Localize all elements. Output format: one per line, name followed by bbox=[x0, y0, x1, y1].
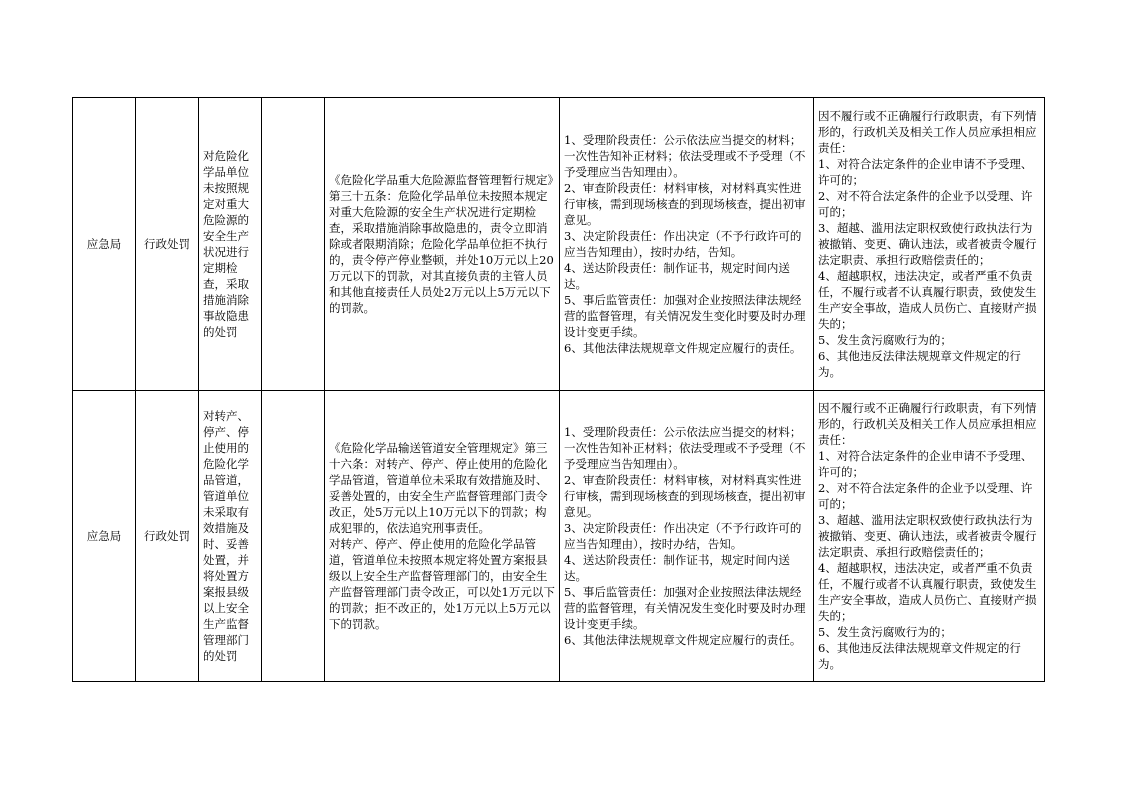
table-row bbox=[73, 391, 1045, 682]
accountability-line: 因不履行或不正确履行行政职责，有下列情形的，行政机关及相关工作人员应承担相应责任： bbox=[818, 401, 1037, 447]
accountability-line: 3、超越、滥用法定职权致使行政执法行为被撤销、变更、确认违法，或者被责令履行法定职责、承担行政赔偿责任的； bbox=[818, 221, 1037, 267]
item-name-cell: 对转产、停产、停止使用的危险化学品管道，管道单位未采取有效措施及时、妥善处置，并将处置方案报县级以上安全生产监督管理部门的处罚 bbox=[199, 391, 262, 682]
responsibility-line: 6、其他法律法规规章文件规定应履行的责任。 bbox=[564, 633, 802, 647]
sub-item-cell bbox=[262, 98, 325, 391]
legal-basis-text: 《危险化学品输送管道安全管理规定》第三十六条：对转产、停产、停止使用的危险化学品管道，管道单位未采取有效措施及时、妥善处置的，由安全生产监督管理部门责令改正，处5万元以上10万元以下的罚款；构成犯罪的，依法追究刑事责任。 对转产、停产、停止使用的危险化学品管道，管道单位未按照本规定将处置方案报县级以上安全生产监督管理部门的，由安全生产监督管理部门责令改正，可以处1万元以下的罚款；拒不改正的，处1万元以上5万元以下的罚款。 bbox=[329, 441, 555, 631]
accountability-line: 4、超越职权，违法决定，或者严重不负责任，不履行或者不认真履行职责，致使发生生产安全事故，造成人员伤亡、直接财产损失的； bbox=[818, 561, 1037, 623]
legal-basis-cell bbox=[325, 391, 560, 682]
accountability-line: 4、超越职权，违法决定，或者严重不负责任，不履行或者不认真履行职责，致使发生生产安全事故，造成人员伤亡、直接财产损失的； bbox=[818, 269, 1037, 331]
responsibility-line: 6、其他法律法规规章文件规定应履行的责任。 bbox=[564, 341, 802, 355]
responsibility-line: 4、送达阶段责任：制作证书，规定时间内送达。 bbox=[564, 261, 790, 291]
accountability-line: 1、对符合法定条件的企业申请不予受理、许可的； bbox=[818, 449, 1033, 479]
responsibility-line: 4、送达阶段责任：制作证书，规定时间内送达。 bbox=[564, 553, 790, 583]
accountability-line: 1、对符合法定条件的企业申请不予受理、许可的； bbox=[818, 157, 1033, 187]
responsibility-line: 3、决定阶段责任：作出决定（不予行政许可的应当告知理由），按时办结，告知。 bbox=[564, 521, 802, 551]
department-cell: 应急局 bbox=[73, 98, 136, 391]
legal-basis-cell: 《危险化学品重大危险源监督管理暂行规定》第三十五条：危险化学品单位未按照本规定对重大危险源的安全生产状况进行定期检查，采取措施消除事故隐患的，责令立即消除或者限期消除；危险化学品单位拒不执行的，责令停产停业整顿，并处10万元以上20万元以下的罚款，对其直接负责的主管人员和其他直接责任人员处2万元以上5万元以下的罚款。 bbox=[325, 98, 560, 391]
responsibility-cell bbox=[560, 98, 814, 391]
table-row bbox=[73, 98, 1045, 391]
responsibility-line: 2、审查阶段责任：材料审核，对材料真实性进行审核，需到现场核查的到现场核查，提出初审意见。 bbox=[564, 473, 806, 519]
accountability-line: 6、其他违反法律法规规章文件规定的行为。 bbox=[818, 641, 1021, 671]
accountability-line: 因不履行或不正确履行行政职责，有下列情形的，行政机关及相关工作人员应承担相应责任： bbox=[818, 109, 1037, 155]
accountability-line: 6、其他违反法律法规规章文件规定的行为。 bbox=[818, 349, 1021, 379]
category-cell: 行政处罚 bbox=[136, 98, 199, 391]
responsibility-line: 2、审查阶段责任：材料审核，对材料真实性进行审核，需到现场核查的到现场核查，提出初审意见。 bbox=[564, 181, 806, 227]
accountability-line: 5、发生贪污腐败行为的； bbox=[818, 625, 952, 639]
responsibility-line: 1、受理阶段责任：公示依法应当提交的材料；一次性告知补正材料；依法受理或不予受理（不予受理应当告知理由）。 bbox=[564, 425, 806, 471]
accountability-line: 2、对不符合法定条件的企业予以受理、许可的； bbox=[818, 481, 1033, 511]
responsibility-line: 1、受理阶段责任：公示依法应当提交的材料；一次性告知补正材料；依法受理或不予受理（不予受理应当告知理由）。 bbox=[564, 133, 806, 179]
accountability-line: 2、对不符合法定条件的企业予以受理、许可的； bbox=[818, 189, 1033, 219]
responsibility-cell bbox=[560, 391, 814, 682]
responsibility-line: 5、事后监管责任：加强对企业按照法律法规经营的监督管理，有关情况发生变化时要及时办理设计变更手续。 bbox=[564, 585, 806, 631]
accountability-line: 3、超越、滥用法定职权致使行政执法行为被撤销、变更、确认违法，或者被责令履行法定职责、承担行政赔偿责任的； bbox=[818, 513, 1037, 559]
responsibility-line: 5、事后监管责任：加强对企业按照法律法规经营的监督管理，有关情况发生变化时要及时办理设计变更手续。 bbox=[564, 293, 806, 339]
accountability-cell bbox=[814, 98, 1045, 391]
responsibility-line: 3、决定阶段责任：作出决定（不予行政许可的应当告知理由），按时办结，告知。 bbox=[564, 229, 802, 259]
accountability-cell bbox=[814, 391, 1045, 682]
accountability-line: 5、发生贪污腐败行为的； bbox=[818, 333, 952, 347]
sub-item-cell bbox=[262, 391, 325, 682]
category-cell: 行政处罚 bbox=[136, 391, 199, 682]
item-name-cell: 对危险化学品单位未按照规定对重大危险源的安全生产状况进行定期检查，采取措施消除事故隐患的处罚 bbox=[199, 98, 262, 391]
power-list-table bbox=[72, 97, 1045, 682]
department-cell: 应急局 bbox=[73, 391, 136, 682]
